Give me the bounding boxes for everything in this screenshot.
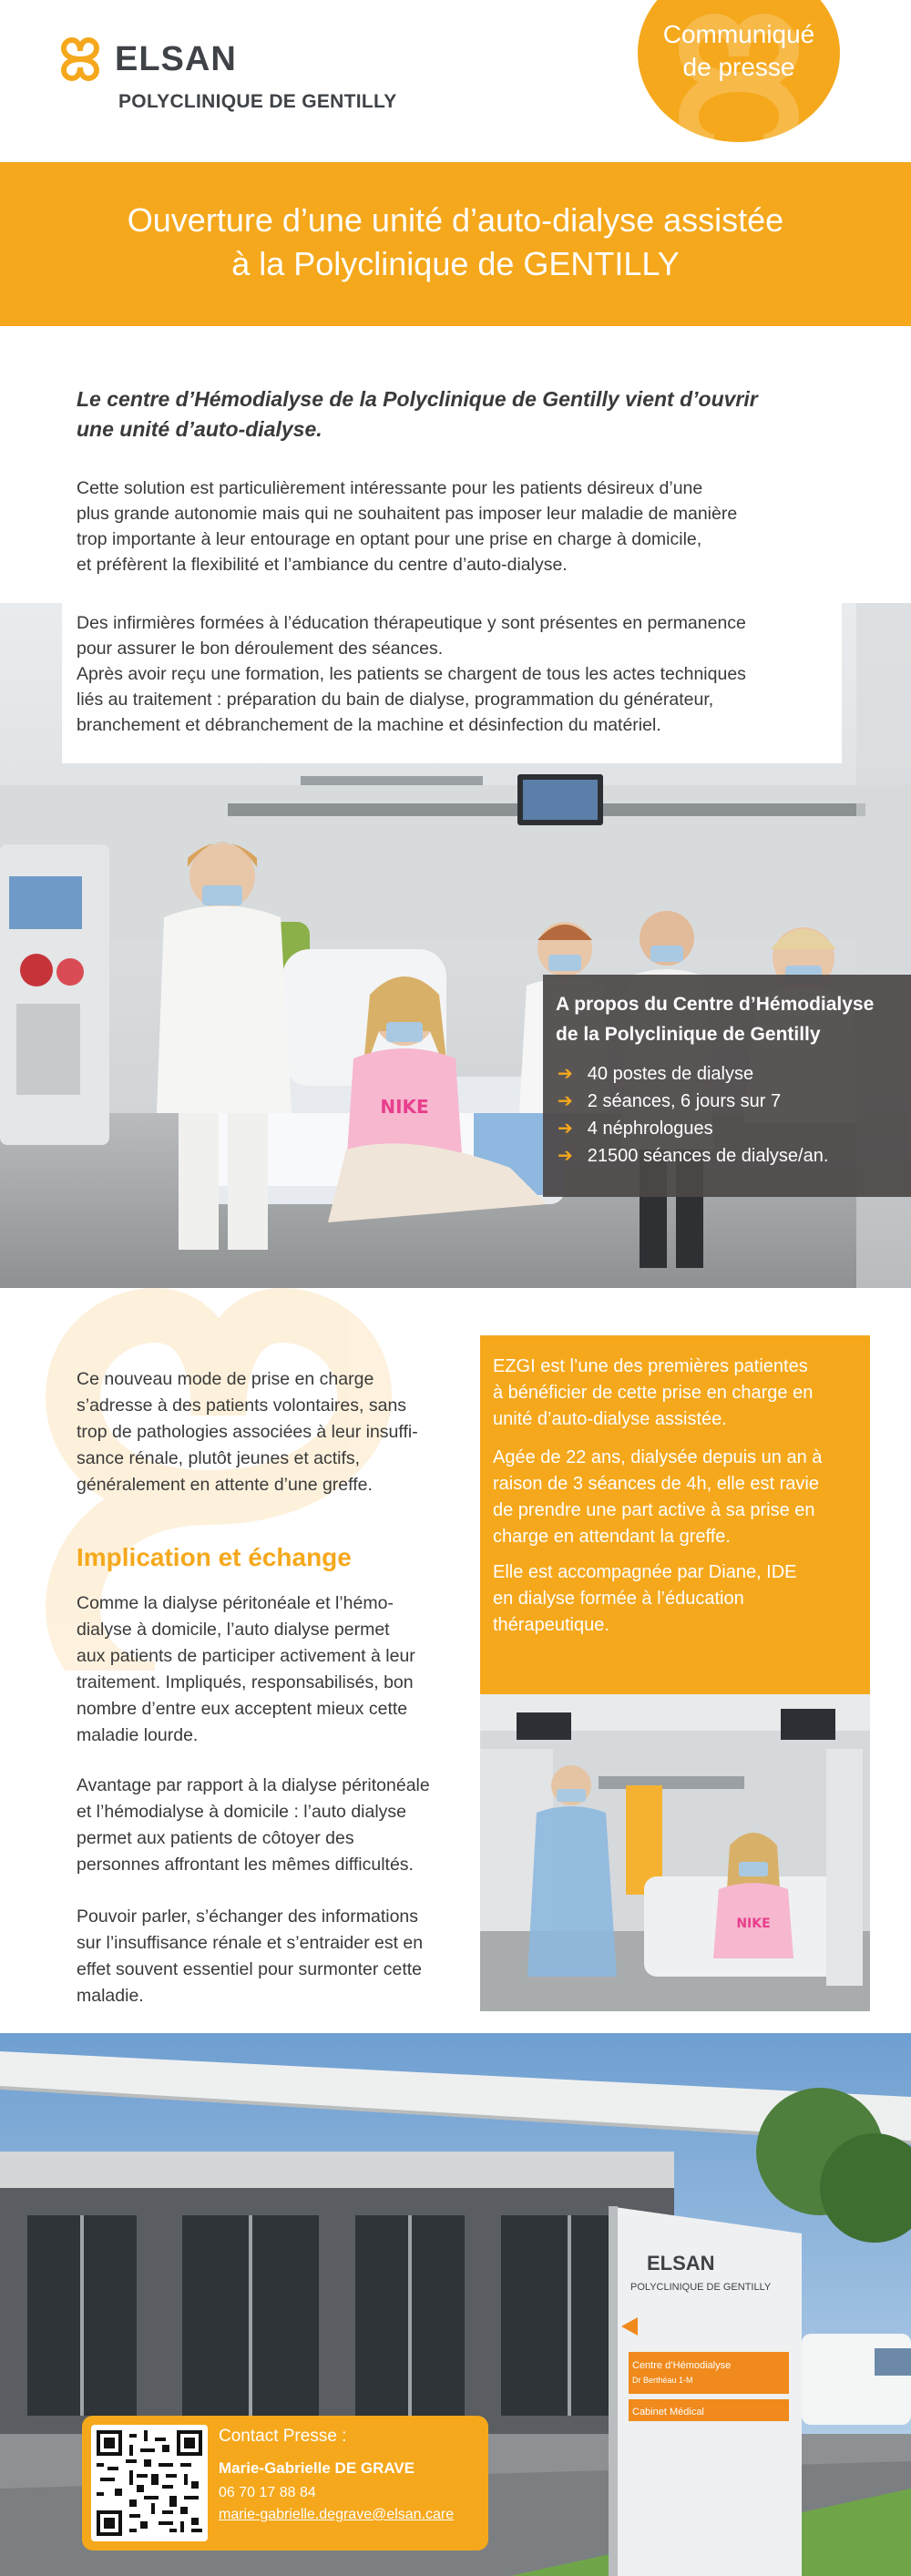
text-line: thérapeutique. [493, 1615, 609, 1635]
sign-subtitle: POLYCLINIQUE DE GENTILLY [630, 2282, 772, 2293]
text-line: Pouvoir parler, s’échanger des informations [77, 1906, 419, 1927]
text-line: liés au traitement : préparation du bain de dialyse, programmation du générateur, [77, 690, 714, 710]
intro-line-1: Le centre d’Hémodialyse de la Polyclinique de Gentilly vient d’ouvrir [77, 387, 758, 411]
text-line: Comme la dialyse péritonéale et l’hémo- [77, 1593, 394, 1613]
brand-subtitle: POLYCLINIQUE DE GENTILLY [118, 91, 397, 112]
testimonial-paragraph-1 [493, 1354, 857, 1433]
list-item [558, 1088, 828, 1115]
left-paragraph-1 [77, 1366, 468, 1498]
testimonial-paragraph-3 [493, 1559, 857, 1639]
elsan-logo-icon [58, 36, 102, 82]
text-line: Elle est accompagnée par Diane, IDE [493, 1562, 797, 1582]
sign-panel-line-2: Dr Berthéau 1-M [632, 2376, 693, 2385]
text-line: dialyse à domicile, l’auto dialyse permet [77, 1620, 390, 1640]
intro-lead [77, 384, 833, 445]
contact-email-link[interactable]: marie-gabrielle.degrave@elsan.care [219, 2507, 455, 2522]
text-line: Des infirmières formées à l’éducation thérapeutique y sont présentes en permanence [77, 613, 746, 633]
body-paragraph-2 [77, 610, 842, 738]
left-paragraph-2 [77, 1590, 468, 1749]
sign-panel-line-1: Centre d’Hémodialyse [632, 2360, 732, 2371]
badge-line-2: de presse [682, 53, 795, 81]
contact-name: Marie-Gabrielle DE GRAVE [219, 2459, 415, 2477]
press-release-label [638, 18, 840, 84]
text-line: maladie. [77, 1986, 144, 2006]
contact-title: Contact Presse : [219, 2427, 347, 2446]
about-facts-list [558, 1060, 828, 1170]
text-line: et préfèrent la flexibilité et l’ambiance du centre d’auto-dialyse. [77, 555, 568, 575]
press-contact-box [82, 2416, 488, 2550]
list-item [558, 1115, 828, 1142]
text-line: traitement. Impliqués, responsabilisés, bon [77, 1672, 414, 1692]
text-line: en dialyse formée à l’éducation [493, 1589, 744, 1609]
text-line: plus grande autonomie mais qui ne souhaitent pas imposer leur maladie de manière [77, 504, 738, 524]
text-line: de prendre une part active à sa prise en [493, 1500, 815, 1520]
text-line: sur l’insuffisance rénale et s’entraider est en [77, 1933, 424, 1953]
text-line: Ce nouveau mode de prise en charge [77, 1369, 374, 1389]
text-line: sance rénale, plutôt jeunes et actifs, [77, 1448, 361, 1468]
text-line: effet souvent essentiel pour surmonter cette [77, 1959, 423, 1979]
text-line: nombre d’entre eux acceptent mieux cette [77, 1699, 408, 1719]
press-release-badge [638, 0, 840, 142]
testimonial-paragraph-2 [493, 1445, 857, 1550]
about-title [556, 989, 902, 1049]
text-line: Après avoir reçu une formation, les patients se chargent de tous les actes techniques [77, 664, 746, 684]
badge-line-1: Communiqué [662, 20, 815, 48]
text-line: unité d’auto-dialyse assistée. [493, 1409, 727, 1429]
title-band [0, 162, 911, 326]
arrow-right-icon: ➔ [558, 1091, 573, 1111]
list-item [558, 1142, 828, 1170]
text-line: permet aux patients de côtoyer des [77, 1828, 354, 1848]
text-line: raison de 3 séances de 4h, elle est ravie [493, 1474, 819, 1494]
patient-photo-illustration [480, 1694, 870, 2011]
testimonial-box [480, 1335, 870, 1694]
fact-text: 40 postes de dialyse [587, 1064, 754, 1084]
text-line: maladie lourde. [77, 1725, 199, 1745]
text-line: charge en attendant la greffe. [493, 1527, 731, 1547]
arrow-right-icon: ➔ [558, 1064, 573, 1084]
qr-code-icon[interactable] [91, 2425, 208, 2541]
text-line: et l’hémodialyse à domicile : l’auto dialyse [77, 1802, 407, 1822]
brand-name: ELSAN [115, 40, 237, 78]
about-center-box [543, 975, 911, 1197]
patient-photo [480, 1694, 870, 2011]
body-paragraph-1 [77, 475, 842, 578]
text-line: généralement en attente d’une greffe. [77, 1475, 373, 1495]
section-heading-implication: Implication et échange [77, 1543, 352, 1571]
fact-text: 4 néphrologues [587, 1119, 713, 1139]
contact-phone[interactable]: 06 70 17 88 84 [219, 2485, 316, 2500]
brand-header [58, 36, 477, 118]
shirt-print: NIKE [736, 1917, 771, 1931]
arrow-right-icon: ➔ [558, 1146, 573, 1166]
text-line: branchement et débranchement de la machine et désinfection du matériel. [77, 715, 661, 735]
text-line: pour assurer le bon déroulement des séances. [77, 639, 444, 659]
sign-panel-2: Cabinet Médical [632, 2407, 704, 2418]
left-paragraph-4 [77, 1904, 468, 2009]
text-line: aux patients de participer activement à leur [77, 1646, 415, 1666]
page-title [36, 199, 875, 286]
left-paragraph-3 [77, 1773, 468, 1878]
list-item [558, 1060, 828, 1088]
about-title-line-2: de la Polyclinique de Gentilly [556, 1024, 821, 1045]
title-line-1: Ouverture d’une unité d’auto-dialyse assistée [127, 201, 784, 239]
text-line: personnes affrontant les mêmes difficultés. [77, 1855, 414, 1875]
sign-brand: ELSAN [647, 2252, 715, 2274]
text-line: s’adresse à des patients volontaires, sans [77, 1395, 407, 1416]
shirt-print: NIKE [380, 1096, 429, 1118]
text-line: trop de pathologies associées à leur insuffi- [77, 1422, 418, 1442]
arrow-right-icon: ➔ [558, 1119, 573, 1139]
qr-code-graphic [97, 2430, 202, 2536]
about-title-line-1: A propos du Centre d’Hémodialyse [556, 994, 875, 1015]
text-line: à bénéficier de cette prise en charge en [493, 1383, 814, 1403]
text-line: Avantage par rapport à la dialyse péritonéale [77, 1775, 430, 1795]
fact-text: 2 séances, 6 jours sur 7 [587, 1091, 782, 1111]
text-line: trop importante à leur entourage en optant pour une prise en charge à domicile, [77, 529, 702, 549]
title-line-2: à la Polyclinique de GENTILLY [231, 245, 680, 282]
intro-line-2: une unité d’auto-dialyse. [77, 417, 322, 441]
text-line: Agée de 22 ans, dialysée depuis un an à [493, 1447, 823, 1467]
text-line: Cette solution est particulièrement intéressante pour les patients désireux d’une [77, 478, 703, 498]
fact-text: 21500 séances de dialyse/an. [587, 1146, 829, 1166]
text-line: EZGI est l’une des premières patientes [493, 1356, 808, 1376]
